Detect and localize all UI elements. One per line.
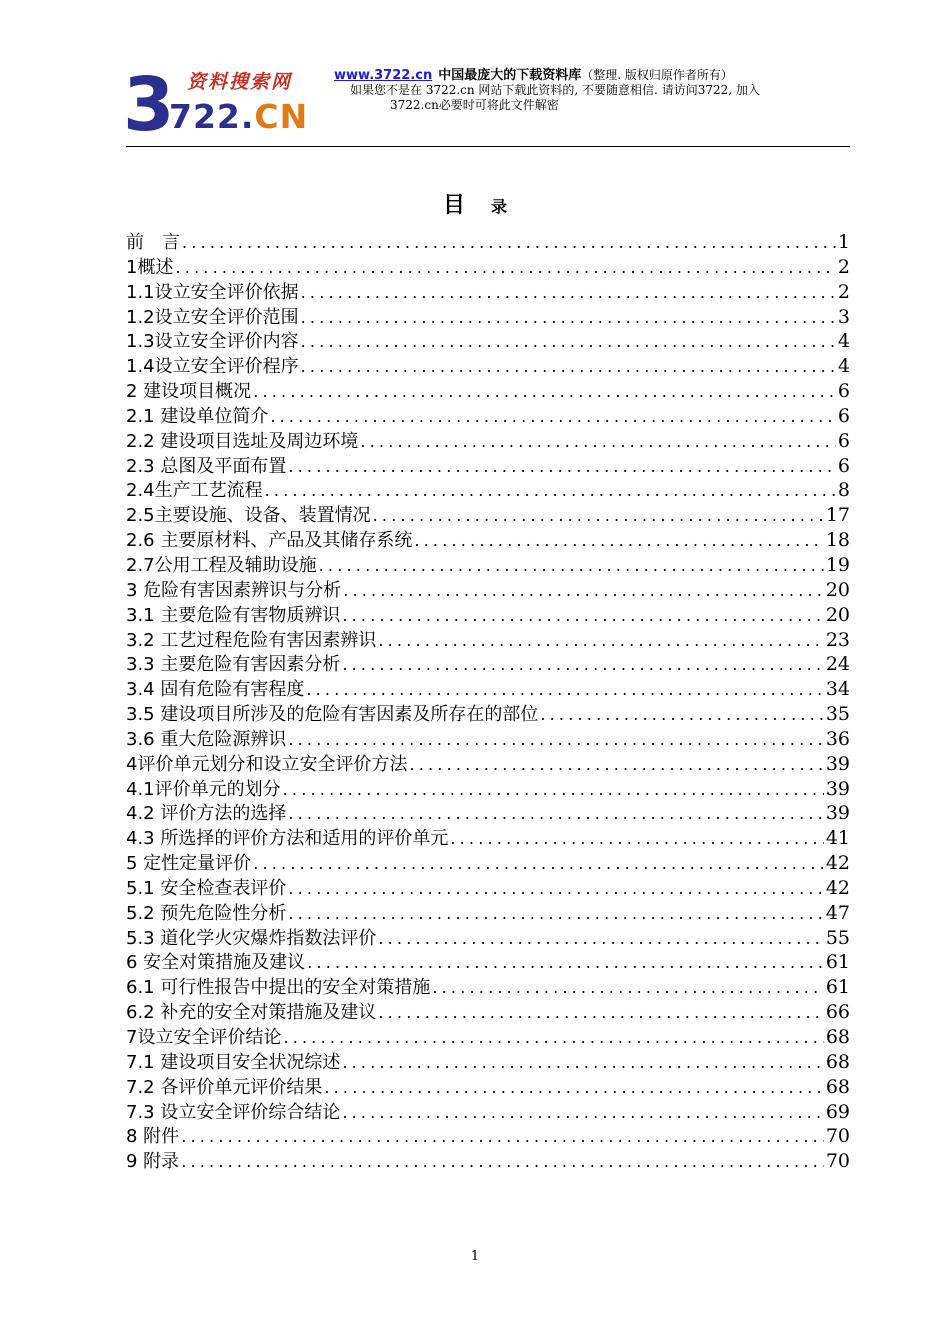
toc-entry[interactable] [126,1025,850,1050]
toc-entry-label: 7.1 建设项目安全状况综述 [126,1051,341,1073]
toc-entry-page: 6 [837,380,850,403]
logo-tagline: 资料搜索网 [187,71,293,93]
toc-entry-page: 4 [837,330,850,353]
toc-dot-leader [373,504,824,528]
toc-list [126,230,850,1174]
toc-entry[interactable] [126,429,850,454]
toc-dot-leader [409,753,823,777]
toc-entry-label: 2 建设项目概况 [126,381,252,403]
toc-entry[interactable] [126,727,850,752]
toc-entry[interactable] [126,752,850,777]
toc-dot-leader [270,405,836,429]
toc-entry-page: 70 [825,1150,850,1173]
toc-entry-page: 61 [825,976,850,999]
page-number: 1 [470,1249,480,1264]
toc-entry-page: 39 [825,752,850,775]
toc-entry-page: 20 [825,603,850,626]
toc-dot-leader [324,1076,823,1100]
logo-big-digit: 3 [123,66,175,134]
toc-dot-leader [414,529,823,553]
toc-entry[interactable] [126,230,850,255]
toc-dot-leader [432,976,823,1000]
toc-entry-label: 4.2 评价方法的选择 [126,803,287,825]
toc-entry-label: 3.2 工艺过程危险有害因素辨识 [126,629,377,651]
toc-entry[interactable] [126,578,850,603]
toc-entry[interactable] [126,255,850,280]
toc-entry-page: 39 [825,777,850,800]
header-notice-line-2: 如果您不是在 3722.cn 网站下载此资料的, 不要随意相信. 请访问3722, 加入 [350,83,760,97]
toc-dot-leader [378,1001,823,1025]
toc-entry[interactable] [126,876,850,901]
toc-entry-label: 2.1 建设单位简介 [126,405,269,427]
toc-entry-label: 3 危险有害因素辨识与分析 [126,579,342,601]
toc-dot-leader [319,554,824,578]
toc-entry-label: 1.4设立安全评价程序 [126,356,299,378]
toc-dot-leader [265,479,836,503]
toc-entry[interactable] [126,1124,850,1149]
toc-entry[interactable] [126,851,850,876]
toc-entry-page: 19 [825,553,850,576]
toc-entry-label: 前 言 [126,232,180,253]
toc-entry-label: 6.1 可行性报告中提出的安全对策措施 [126,977,431,999]
toc-dot-leader [288,877,823,901]
toc-dot-leader [181,1150,824,1174]
toc-entry[interactable] [126,528,850,553]
toc-dot-leader [288,728,823,752]
toc-entry-label: 4.3 所选择的评价方法和适用的评价单元 [126,828,449,850]
toc-entry-page: 39 [825,802,850,825]
toc-entry-label: 9 附录 [126,1151,180,1173]
toc-dot-leader [301,306,836,330]
toc-entry[interactable] [126,1000,850,1025]
toc-entry-label: 1.1设立安全评价依据 [126,281,299,303]
toc-dot-leader [378,629,823,653]
toc-entry-page: 34 [825,678,850,701]
toc-entry[interactable] [126,926,850,951]
toc-title-part-2: 录 [491,197,508,216]
toc-entry-page: 69 [825,1100,850,1123]
toc-dot-leader [342,604,823,628]
toc-entry-page: 6 [837,454,850,477]
toc-entry[interactable] [126,603,850,628]
toc-dot-leader [342,1051,823,1075]
toc-entry-page: 68 [825,1026,850,1048]
toc-entry[interactable] [126,901,850,926]
toc-entry[interactable] [126,379,850,404]
toc-entry[interactable] [126,1050,850,1075]
toc-entry-label: 8 附件 [126,1126,180,1148]
toc-entry-label: 6 安全对策措施及建议 [126,952,306,974]
toc-entry-label: 3.1 主要危险有害物质辨识 [126,604,341,626]
toc-entry[interactable] [126,652,850,677]
toc-dot-leader [181,1125,824,1149]
toc-entry-label: 2.2 建设项目选址及周边环境 [126,430,359,452]
toc-entry-page: 2 [837,255,850,278]
toc-dot-leader [307,951,824,975]
header-notice-line-3: 3722.cn必要时可将此文件解密 [390,98,559,112]
toc-entry-label: 3.3 主要危险有害因素分析 [126,654,341,676]
toc-entry-page: 6 [837,404,850,427]
toc-entry-label: 6.2 补充的安全对策措施及建议 [126,1002,377,1024]
toc-entry[interactable] [126,975,850,1000]
toc-entry-label: 5.1 安全检查表评价 [126,877,287,899]
toc-entry-label: 1概述 [126,256,174,278]
toc-entry-page: 20 [825,578,850,601]
toc-entry[interactable] [126,801,850,826]
toc-entry-label: 4评价单元划分和设立安全评价方法 [126,753,408,775]
site-slogan: 中国最庞大的下载资料库 [438,68,582,83]
toc-entry-page: 70 [825,1125,850,1148]
toc-entry-page: 4 [837,355,850,378]
toc-dot-leader [343,579,824,603]
toc-dot-leader [301,355,836,379]
toc-entry-page: 36 [825,727,850,750]
toc-title [0,188,950,219]
toc-entry[interactable] [126,478,850,503]
toc-entry-page: 3 [837,305,850,328]
toc-entry-label: 7.3 设立安全评价综合结论 [126,1101,341,1123]
toc-entry[interactable] [126,826,850,851]
toc-entry-label: 5.3 道化学火灾爆炸指数法评价 [126,927,377,949]
toc-entry-page: 35 [825,703,850,726]
toc-entry[interactable] [126,777,850,802]
toc-entry-page: 8 [837,479,850,502]
toc-entry-label: 2.3 总图及平面布置 [126,455,287,477]
toc-entry[interactable] [126,677,850,702]
toc-entry-label: 1.2设立安全评价范围 [126,306,299,328]
toc-dot-leader [175,256,835,280]
toc-entry-page: 42 [825,876,850,899]
toc-entry[interactable] [126,553,850,578]
toc-entry-label: 4.1评价单元的划分 [126,778,281,800]
toc-dot-leader [288,455,836,479]
toc-dot-leader [288,802,823,826]
toc-dot-leader [253,380,836,404]
toc-entry[interactable] [126,950,850,975]
toc-dot-leader [301,281,836,305]
toc-entry[interactable] [126,329,850,354]
toc-entry-page: 2 [837,280,850,303]
toc-dot-leader [253,852,824,876]
toc-dot-leader [301,330,836,354]
toc-entry[interactable] [126,404,850,429]
toc-dot-leader [450,827,823,851]
toc-entry-page: 18 [825,529,850,552]
toc-dot-leader [182,231,836,255]
toc-entry[interactable] [126,1100,850,1125]
toc-dot-leader [283,1026,823,1050]
site-logo[interactable] [123,66,318,134]
toc-entry-page: 61 [825,951,850,974]
site-link[interactable]: www.3722.cn [334,68,433,83]
toc-entry-label: 5 定性定量评价 [126,853,252,875]
toc-entry[interactable] [126,305,850,330]
toc-entry[interactable] [126,503,850,528]
toc-entry-label: 7设立安全评价结论 [126,1027,282,1048]
logo-number: 722.CN [169,97,309,134]
toc-entry-label: 2.6 主要原材料、产品及其储存系统 [126,530,413,552]
toc-entry-page: 1 [837,231,850,253]
toc-entry-label: 7.2 各评价单元评价结果 [126,1076,323,1098]
toc-entry[interactable] [126,1149,850,1174]
toc-entry-label: 2.4生产工艺流程 [126,480,263,502]
header-text-block [334,68,854,113]
toc-dot-leader [540,703,823,727]
toc-entry-page: 41 [825,827,850,850]
toc-dot-leader [342,653,823,677]
toc-dot-leader [306,678,823,702]
toc-entry-label: 5.2 预先危险性分析 [126,902,287,924]
toc-entry-label: 3.5 建设项目所涉及的危险有害因素及所存在的部位 [126,704,539,726]
toc-entry[interactable] [126,354,850,379]
header-divider [126,146,850,147]
toc-entry-page: 68 [825,1075,850,1098]
copyright-note: （整理. 版权归原作者所有） [581,68,733,82]
toc-dot-leader [342,1101,823,1125]
toc-entry-page: 47 [825,901,850,924]
toc-dot-leader [283,778,824,802]
toc-entry-page: 68 [825,1050,850,1073]
toc-entry-page: 42 [825,852,850,875]
toc-entry[interactable] [126,1075,850,1100]
toc-entry[interactable] [126,628,850,653]
toc-entry-label: 3.6 重大危险源辨识 [126,728,287,750]
toc-entry-page: 55 [825,926,850,949]
header-line-1 [334,68,854,83]
toc-entry-label: 2.7公用工程及辅助设施 [126,554,317,576]
toc-dot-leader [378,927,823,951]
toc-dot-leader [288,902,823,926]
toc-entry-page: 23 [825,628,850,651]
toc-entry-page: 24 [825,653,850,676]
toc-entry-label: 2.5主要设施、设备、装置情况 [126,505,371,527]
toc-entry[interactable] [126,702,850,727]
toc-entry-page: 17 [825,504,850,527]
toc-title-part-1: 目 [442,193,465,218]
toc-entry-page: 6 [837,429,850,452]
toc-entry-label: 1.3设立安全评价内容 [126,331,299,353]
toc-entry-label: 3.4 固有危险有害程度 [126,679,305,701]
toc-entry[interactable] [126,280,850,305]
toc-dot-leader [360,430,836,454]
toc-entry[interactable] [126,454,850,479]
toc-entry-page: 66 [825,1001,850,1024]
